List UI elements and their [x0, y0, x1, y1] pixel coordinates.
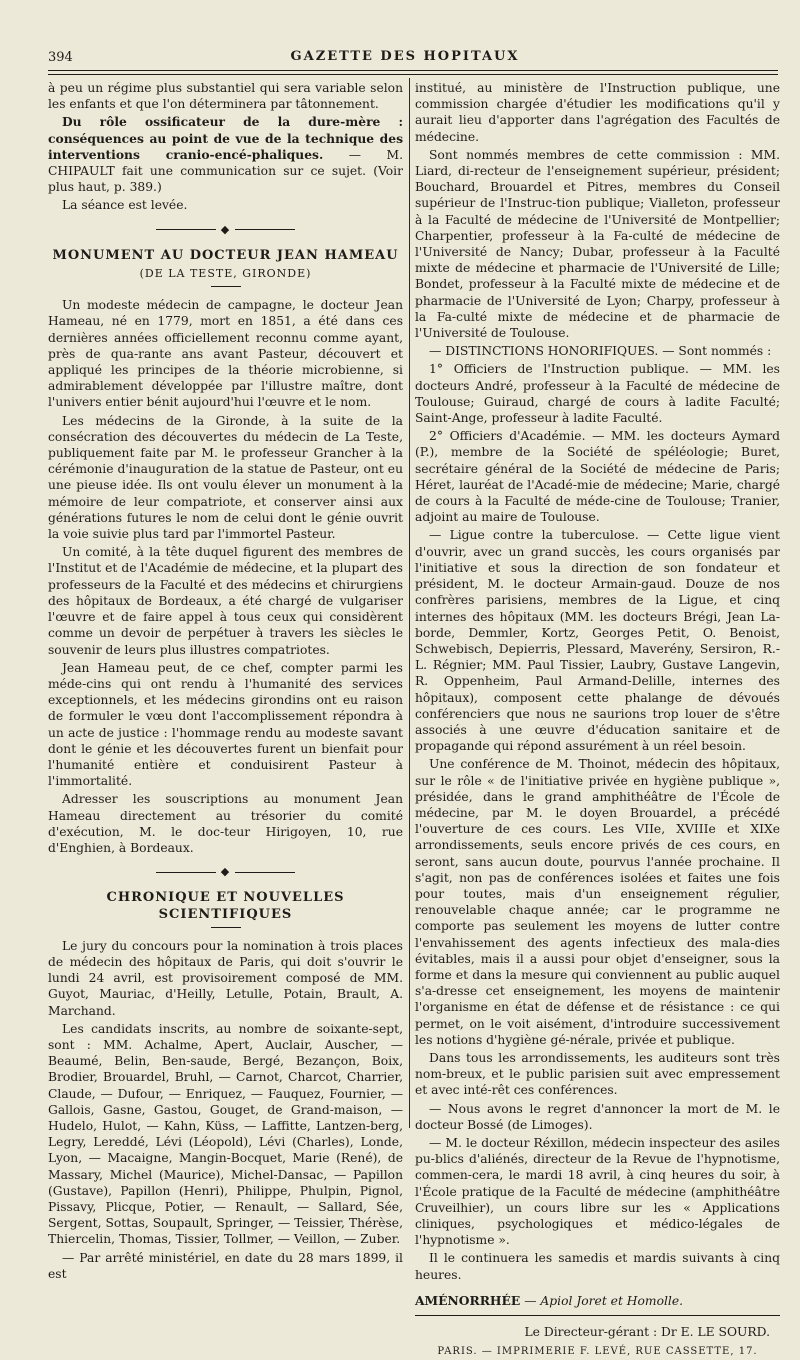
paragraph: Jean Hameau peut, de ce chef, compter parmi les méde-cins qui ont rendu à l'humanité des services exceptionnels, et les médecins girondins ont eu raison de formuler le vœu dont l'accomplissement répondra à un acte de justice : l'hommage rendu au modeste savant dont le génie et les découvertes furent un bienfait pour l'humanité entière et conduisirent Pasteur à l'immortalité.: [48, 660, 403, 789]
header-rule-double: [48, 74, 778, 75]
distinctions-paragraph: [415, 343, 780, 359]
separator-ornament: ◆: [48, 222, 403, 238]
left-column: [48, 80, 403, 1284]
communication-paragraph: [48, 114, 403, 195]
paragraph: Dans tous les arrondissements, les auditeurs sont très nom-breux, et le public parisien suit avec empressement et avec inté-rêt ces conférences.: [415, 1050, 780, 1098]
paragraph: Il le continuera les samedis et mardis suivants à cinq heures.: [415, 1251, 780, 1282]
paragraph: Un comité, à la tête duquel figurent des membres de l'Institut et de l'Académie de médecine, et la plupart des professeurs de la Faculté et des médecins et chirurgiens des hôpitaux de Bordeaux, a été chargé de vulgariser l'œuvre et de faire appel à tous ceux qui considèrent comme un devoir de perpétuer à travers les siècles le souvenir de leurs plus illustres compatriotes.: [48, 545, 403, 657]
paragraph: Sont nommés membres de cette commission : MM. Liard, di-recteur de l'enseignement supérieur, président; Bouchard, Brouardel et Pitres, membres du Conseil supérieur de l'Instruc-tion publique; Vialleton, professeur à la Faculté de médecine de l'Université de Montpellier; Charpentier, professeur à la Fa-culté de médecine de l'Université de Nancy; Dubar, professeur à la Faculté mixte de médecine et pharmacie de l'Université de Lille; Bondet, professeur à la Faculté mixte de médecine et de pharmacie de l'Université de Lyon; Charpy, professeur à la Fa-culté mixte de médecine et de pharmacie de l'Université de Toulouse.: [415, 147, 780, 341]
paragraph: Une conférence de M. Thoinot, médecin des hôpitaux, sur le rôle « de l'initiative privée en hygiène publique », présidée, dans le grand amphithéâtre de l'École de médecine, par M. le doyen Brouardel, a précédé l'ouverture de ces cours. Les VIIe, XVIIIe et XIXe arrondissements, seuls encore privés de ces cours, en seront, sans aucun doute, pourvus l'année prochaine. Il s'agit, non pas de conférences isolées et faites une fois pour toutes, mais d'un enseignement régulier, renouvelable chaque année; car le programme ne comporte pas seulement les moyens de lutter contre l'envahissement des agents infectieux des mala-dies évitables, mais il a aussi pour objet d'enseigner, sous la forme et dans la mesure qui conviennent au public auquel s'a-dresse cet enseignement, les moyens de maintenir l'organisme en état de défense et de résistance : ce qui permet, on le voit aisément, d'introduire successivement les notions d'hygiène gé-nérale, privée et publique.: [415, 757, 780, 1047]
distinctions-rest: — Sont nommés :: [658, 344, 772, 359]
short-rule: [211, 927, 241, 928]
distinctions-label: — DISTINCTIONS HONORIFIQUES.: [429, 344, 659, 359]
paragraph: 1° Officiers de l'Instruction publique. — MM. les docteurs André, professeur à la Faculté de médecine de Toulouse; Guiraud, chargé de cours à ladite Faculté; Saint-Ange, professeur à ladite Faculté.: [415, 362, 780, 426]
paragraph: La séance est levée.: [62, 198, 188, 213]
section-subheading: (DE LA TESTE, GIRONDE): [139, 267, 312, 281]
section-heading-chronique: CHRONIQUE ET NOUVELLES SCIENTIFIQUES: [106, 890, 345, 922]
communication-title: Du rôle ossificateur de la dure-mère : conséquences au point de vue de la technique des interventions cranio-encé-phaliques.: [48, 114, 403, 162]
paragraph: à peu un régime plus substantiel qui sera variable selon les enfants et que l'on déterminera par tâtonnement.: [48, 81, 403, 112]
paragraph: Un modeste médecin de campagne, le docteur Jean Hameau, né en 1779, mort en 1851, a été dans ces dernières années officiellement reconnu comme ayant, près de qua-rante ans avant Pasteur, découvert et appliqué les principes de la théorie microbienne, si admirablement développée par l'illustre maître, dont l'univers entier bénit aujourd'hui l'œuvre et le nom.: [48, 298, 403, 410]
short-rule: [211, 286, 241, 287]
paragraph: — Nous avons le regret d'annoncer la mort de M. le docteur Bossé (de Limoges).: [415, 1101, 780, 1132]
communication-rest: — M. CHIPAULT fait une communication sur ce sujet. (Voir plus haut, p. 389.): [48, 147, 403, 195]
page-header: [30, 46, 780, 68]
paragraph: Le jury du concours pour la nomination à trois places de médecin des hôpitaux de Paris, qui doit s'ouvrir le lundi 24 avril, est provisoirement composé de MM. Guyot, Mauriac, d'Heilly, Letulle, Potain, Brault, A. Marchand.: [48, 938, 403, 1018]
paragraph: 2° Officiers d'Académie. — MM. les docteurs Aymard (P.), membre de la Société de spéléologie; Buret, secrétaire général de la Société de médecine de Paris; Héret, lauréat de l'Acadé-mie de médecine; Marie, chargé de cours à la Faculté de méde-cine de Toulouse; Tranier, adjoint au maire de Toulouse.: [415, 429, 780, 525]
advert-label: AMÉNORRHÉE: [415, 1292, 521, 1308]
column-divider: [409, 78, 410, 1128]
paragraph: — M. le docteur Réxillon, médecin inspecteur des asiles pu-blics d'aliénés, directeur de la Revue de l'hypnotisme, commen-cera, le mardi 18 avril, à cinq heures du soir, à l'École pratique de la Faculté de médecine (amphithéâtre Cruveilhier), un cours libre sur les « Applications cliniques, psychologiques et médico-légales de l'hypnotisme ».: [415, 1136, 780, 1248]
paragraph: Adresser les souscriptions au monument Jean Hameau directement au trésorier du comité d'exécution, M. le doc-teur Hirigoyen, 10, rue d'Enghien, à Bordeaux.: [48, 792, 403, 855]
gerant-line: Le Directeur-gérant : Dr E. LE SOURD.: [524, 1325, 770, 1340]
section-heading-monument: MONUMENT AU DOCTEUR JEAN HAMEAU: [52, 247, 399, 263]
advert-rest: — Apiol Joret et Homolle.: [520, 1293, 684, 1308]
paragraph: Les candidats inscrits, au nombre de soixante-sept, sont : MM. Achalme, Apert, Auclair, Auscher, — Beaumé, Belin, Ben-saude, Bergé, Bezançon, Boix, Brodier, Brouardel, Bruhl, — Carnot, Charcot, Charrier, Claude, — Dufour, — Enriquez, — Fauquez, Fournier, — Gallois, Gasne, Gastou, Gouget, de Grand-maison, — Hudelo, Hulot, — Kahn, Küss, — Laffitte, Lantzen-berg, Legry, Lereddé, Lévi (Léopold), Lévi (Charles), Londe, Lyon, — Macaigne, Mangin-Bocquet, Marie (René), de Massary, Michel (Maurice), Michel-Dansac, — Papillon (Gustave), Papillon (Henri), Philippe, Phulpin, Pignol, Pissavy, Plicque, Potier, — Renault, — Sallard, Sée, Sergent, Sottas, Soupault, Springer, — Teissier, Thérèse, Thiercelin, Thomas, Tissier, Tollmer, — Veillon, — Zuber.: [48, 1021, 403, 1247]
right-column: [415, 80, 780, 1360]
header-rule: [48, 70, 778, 71]
paragraph: Les médecins de la Gironde, à la suite de la consécration des découvertes du médecin de La Teste, publiquement faite par M. le professeur Grancher à la cérémonie d'inauguration de la statue de Pasteur, ont eu une pieuse idée. Ils ont voulu élever un monument à la mémoire de leur compatriote, et conserver ainsi aux générations futures le nom de celui dont le génie ouvrit la voie suivie plus tard par l'immortel Pasteur.: [48, 413, 403, 542]
separator-ornament: ◆: [48, 864, 403, 880]
running-title: GAZETTE DES HOPITAUX: [290, 49, 520, 64]
paragraph: institué, au ministère de l'Instruction publique, une commission chargée d'étudier les modifications qu'il y aurait lieu d'apporter dans l'agrégation des Facultés de médecine.: [415, 81, 780, 144]
imprint-line: PARIS. — IMPRIMERIE F. LEVÉ, RUE CASSETTE, 17.: [437, 1346, 758, 1358]
page-number: 394: [48, 50, 73, 65]
paragraph: — Par arrêté ministériel, en date du 28 mars 1899, il est: [48, 1250, 403, 1281]
advert-line: [415, 1293, 780, 1309]
paragraph: — Ligue contre la tuberculose. — Cette ligue vient d'ouvrir, avec un grand succès, les cours organisés par l'initiative et sous la direction de son fondateur et président, M. le docteur Armain-gaud. Douze de nos confrères parisiens, membres de la Ligue, et cinq internes des hôpitaux (MM. les docteurs Brégi, Jean La-borde, Demmler, Kortz, Georges Petit, O. Benoist, Schwebisch, Depierris, Plessard, Maverény, Sersiron, R.-L. Régnier; MM. Paul Tissier, Laubry, Gustave Langevin, R. Oppenheim, Paul Armand-Delille, internes des hôpitaux), composent cette phalange de dévoués conférenciers que nous ne saurions trop louer de s'être associés à une œuvre d'éducation sanitaire et de propagande qui répond assurément à un réel besoin.: [415, 528, 780, 754]
footer-rule: [415, 1315, 780, 1316]
